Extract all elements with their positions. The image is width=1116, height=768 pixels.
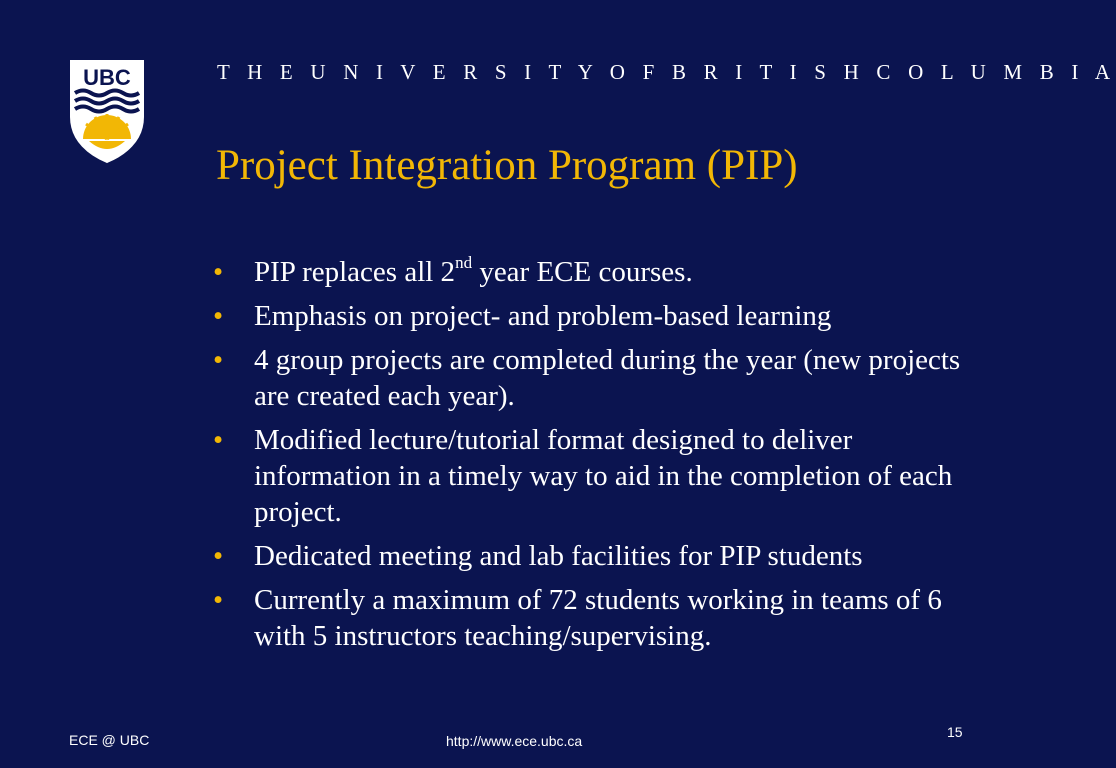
university-name: T H E U N I V E R S I T Y O F B R I T I S H C O L U M B I A bbox=[217, 60, 1116, 84]
bullet-icon: • bbox=[213, 344, 224, 376]
footer-url: http://www.ece.ubc.ca bbox=[446, 733, 583, 749]
slide-title: Project Integration Program (PIP) bbox=[216, 142, 798, 189]
ubc-logo bbox=[69, 59, 145, 163]
logo-text: UBC bbox=[83, 65, 131, 90]
bullet-item bbox=[213, 298, 993, 334]
page-number: 15 bbox=[947, 724, 963, 740]
bullet-icon: • bbox=[213, 256, 224, 288]
superscript: nd bbox=[455, 253, 473, 273]
bullet-item bbox=[213, 582, 993, 654]
bullet-item bbox=[213, 422, 993, 530]
bullet-text: Dedicated meeting and lab facilities for PIP students bbox=[254, 540, 863, 572]
bullet-text: Modified lecture/tutorial format designed to deliver information in a timely way to aid in the completion of each project. bbox=[254, 424, 953, 528]
bullet-item bbox=[213, 342, 993, 414]
bullet-text: Currently a maximum of 72 students working in teams of 6 with 5 instructors teaching/supervising. bbox=[254, 584, 942, 652]
bullet-icon: • bbox=[213, 540, 224, 572]
bullet-text: PIP replaces all 2 bbox=[254, 256, 456, 288]
bullet-icon: • bbox=[213, 300, 224, 332]
bullet-list bbox=[213, 254, 993, 662]
bullet-text: 4 group projects are completed during the year (new projects are created each year). bbox=[254, 344, 961, 412]
bullet-icon: • bbox=[213, 584, 224, 616]
bullet-text: Emphasis on project- and problem-based learning bbox=[254, 300, 832, 332]
footer-label: ECE @ UBC bbox=[69, 732, 150, 748]
bullet-item bbox=[213, 254, 993, 290]
bullet-icon: • bbox=[213, 424, 224, 456]
ubc-crest-icon bbox=[69, 59, 145, 163]
bullet-item bbox=[213, 538, 993, 574]
bullet-text: year ECE courses. bbox=[472, 256, 693, 288]
